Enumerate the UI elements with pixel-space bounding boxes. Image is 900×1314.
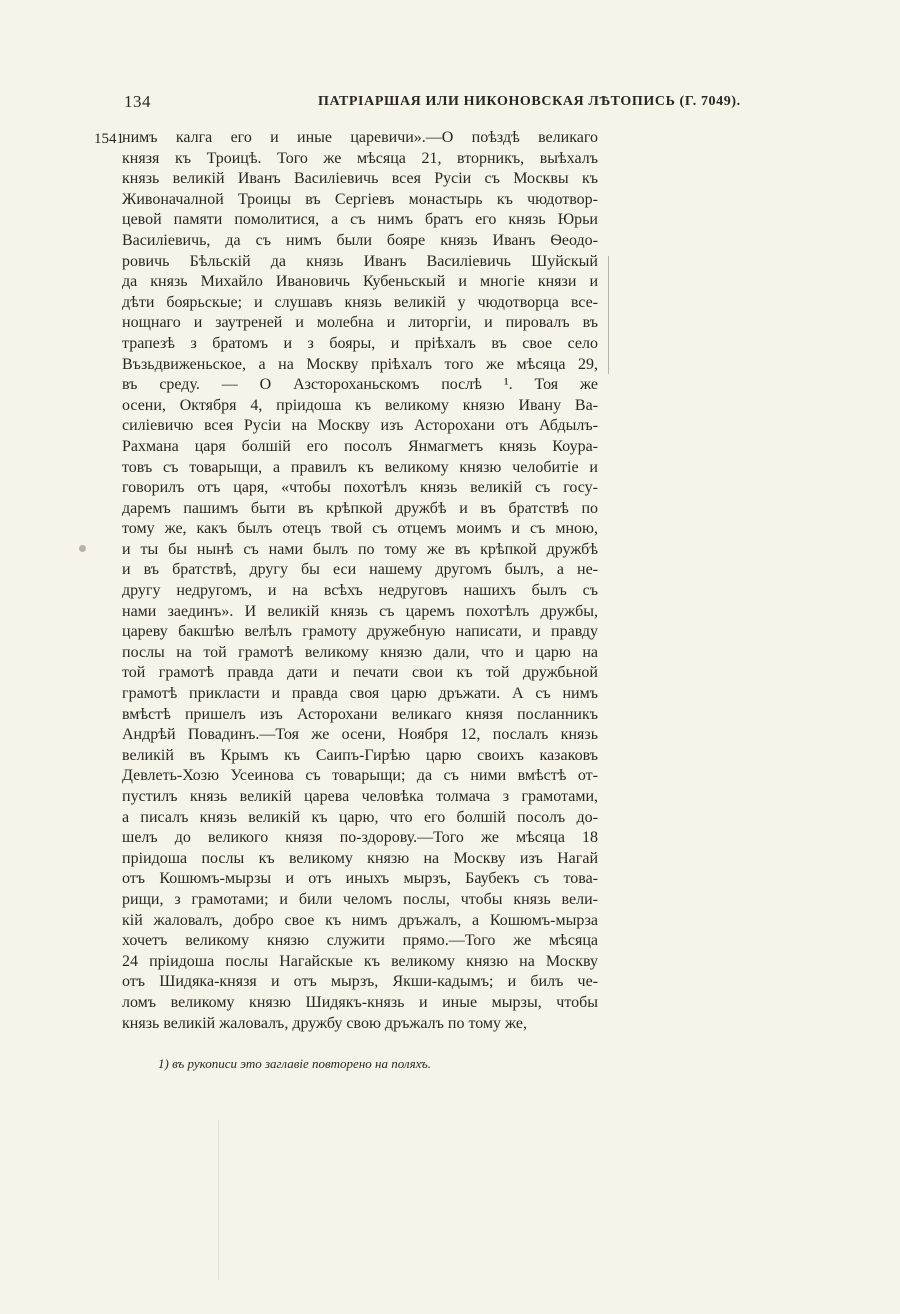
text-line: вмѣстѣ пришелъ изъ Асторохани великаго князя посланникъ	[122, 705, 598, 723]
body-text	[122, 128, 598, 1034]
paper-fold-mark	[218, 1120, 219, 1280]
text-line: великій въ Крымъ къ Саипъ-Гирѣю царю своихъ казаковъ	[122, 746, 598, 764]
text-line: пріидоша послы къ великому князю на Москву изъ Нагай	[122, 849, 598, 867]
margin-year: 1541	[94, 131, 124, 147]
text-line: 24 пріидоша послы Нагайскые къ великому князю на Москву	[122, 952, 598, 970]
text-line: силіевичю всея Русіи на Москву изъ Асторохани отъ Абдылъ-	[122, 417, 598, 435]
text-line: а писалъ князь великій къ царю, что его болшій посолъ до-	[122, 808, 598, 826]
text-line: цареву бакшѣю велѣлъ грамоту дружебную написати, и правду	[122, 623, 598, 641]
text-line: князь великій жаловалъ, дружбу свою дръжалъ по тому же,	[122, 1014, 527, 1032]
text-line: ломъ великому князю Шидякъ-князь и иные мырзы, чтобы	[122, 993, 598, 1011]
text-line: Възьдвиженьское, а на Москву пріѣхалъ того же мѣсяца 29,	[122, 355, 598, 373]
text-line: Девлеть-Хозю Усеинова съ товарыщи; да съ ними вмѣстѣ от-	[122, 767, 598, 785]
text-line: Рахмана царя болшій его посолъ Янмагметъ князь Коура-	[122, 437, 598, 455]
text-line: ровичь Бѣльскій да князь Иванъ Василіевичь Шуйскый	[122, 252, 598, 270]
text-line: нами заединъ». И великій князь съ царемъ похотѣлъ дружбы,	[122, 602, 598, 620]
margin-bracket-mark	[608, 256, 609, 374]
text-line: трапезѣ з братомъ и з бояры, и пріѣхалъ въ свое село	[122, 334, 598, 352]
text-line: послы на той грамотѣ великому князю дали, что и царю на	[122, 643, 598, 661]
text-line: да князь Михайло Ивановичь Кубеньскый и многіе князи и	[122, 273, 598, 291]
text-line: и ты бы нынѣ съ нами былъ по тому же въ крѣпкой дружбѣ	[122, 540, 598, 558]
text-line: Андрѣй Повадинъ.—Тоя же осени, Ноября 12, послалъ князь	[122, 726, 598, 744]
text-line: Василіевичь, да съ нимъ были бояре князь Иванъ Ѳеодо-	[122, 231, 598, 249]
text-line: рищи, з грамотами; и били челомъ послы, чтобы князь вели-	[122, 890, 598, 908]
text-line: товъ съ товарыщи, а правилъ къ великому князю челобитіе и	[122, 458, 598, 476]
footnote: 1) въ рукописи это заглавіе повторено на поляхъ.	[158, 1056, 432, 1071]
text-line: Живоначалной Троицы въ Сергіевъ монастырь къ чюдотвор-	[122, 190, 598, 208]
running-title: ПАТРІАРШАЯ ИЛИ НИКОНОВСКАЯ ЛѢТОПИСЬ (Г. 7049).	[318, 94, 741, 109]
text-line: князь великій Иванъ Василіевичь всея Русіи съ Москвы къ	[122, 170, 598, 188]
text-line: нощнаго и заутреней и молебна и литоргіи, и пировалъ въ	[122, 314, 598, 332]
text-line: князя къ Троицѣ. Того же мѣсяца 21, вторникъ, выѣхалъ	[122, 149, 598, 167]
text-line: другу недругомъ, и на всѣхъ недруговъ нашихъ былъ съ	[122, 582, 598, 600]
page-number: 134	[124, 92, 151, 111]
text-line: шелъ до великого князя по-здорову.—Того же мѣсяца 18	[122, 829, 598, 847]
text-line: нимъ калга его и иные царевичи».—О поѣздѣ великаго	[122, 129, 598, 146]
text-line: даремъ пашимъ быти въ крѣпкой дружбѣ и въ братствѣ по	[122, 499, 598, 517]
text-line: осени, Октября 4, пріидоша къ великому князю Ивану Ва-	[122, 396, 598, 414]
text-line: говорилъ отъ царя, «чтобы похотѣлъ князь великій съ госу-	[122, 479, 598, 497]
text-line: въ среду. — О Азстороханьскомъ послѣ ¹. Тоя же	[122, 376, 598, 394]
text-line: отъ Кошюмъ-мырзы и отъ иныхъ мырзъ, Баубекъ съ това-	[122, 870, 598, 888]
text-line: кій жаловалъ, добро свое къ нимъ дръжалъ, а Кошюмъ-мырза	[122, 911, 598, 929]
text-line: пустилъ князь великій царева человѣка толмача з грамотами,	[122, 788, 598, 805]
text-line: цевой памяти помолитися, а съ нимъ братъ его князь Юрьи	[122, 211, 598, 229]
ink-blot	[79, 545, 86, 552]
text-line: той грамотѣ правда дати и печати свои къ той дружбьной	[122, 664, 598, 682]
text-line: хочетъ великому князю служити прямо.—Того же мѣсяца	[122, 932, 598, 950]
text-line: дѣти боярьскые; и слушавъ князь великій у чюдотворца все-	[122, 293, 598, 311]
text-line: отъ Шидяка-князя и отъ мырзъ, Якши-кадымъ; и билъ че-	[122, 973, 598, 991]
text-line: тому же, какъ былъ отецъ твой съ отцемъ моимъ и съ мною,	[122, 520, 598, 538]
text-line: грамотѣ прикласти и правда своя царю дръжати. А съ нимъ	[122, 685, 598, 703]
text-line: и въ братствѣ, другу бы еси нашему другомъ былъ, а не-	[122, 561, 598, 579]
